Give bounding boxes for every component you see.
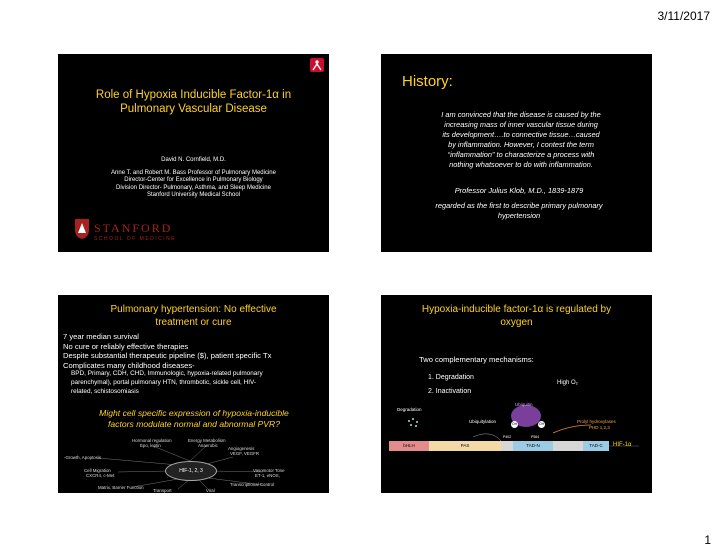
slide1-title-line1: Role of Hypoxia Inducible Factor-1α in — [95, 89, 292, 101]
domain-spacer — [553, 441, 583, 451]
slide4-title-line2: oxygen — [500, 317, 533, 328]
label-migration-sub: CXCR4, c-Met — [86, 473, 115, 478]
label-energy-sub: Anaerobic — [198, 443, 218, 448]
label-energy: Energy Metabolism — [188, 438, 226, 443]
degradation-label: Degradation — [397, 407, 422, 412]
quote-line: its development….to connective tissue…caused — [442, 130, 600, 139]
label-angiogenesis-sub: VEGF, VEGFR — [230, 451, 260, 456]
stanford-medicine-icon — [310, 58, 324, 72]
slide3-title-line1: Pulmonary hypertension: No effective — [110, 304, 277, 315]
mechanisms-heading: Two complementary mechanisms: — [419, 355, 534, 364]
hif-1a-label: HIF-1α — [613, 442, 632, 448]
domain-pas: PAS — [429, 441, 501, 451]
slide-history[interactable] — [381, 54, 652, 252]
slide4-title-line1: Hypoxia-inducible factor-1α is regulated by — [421, 304, 612, 315]
phd-label: PHD 1,2,3 — [589, 425, 610, 430]
hydroxyl-tag: OH — [538, 422, 545, 426]
hif-center-node: HIF-1, 2, 3 — [165, 461, 217, 481]
slide-title[interactable] — [58, 54, 329, 252]
sub-bullet: related, schistosomiasis — [71, 387, 139, 395]
stanford-wordmark: STANFORD — [94, 221, 173, 235]
mechanism-item: 1. Degradation — [428, 374, 474, 381]
note-line: hypertension — [497, 211, 541, 220]
label-vasomotor-sub: ET-1, eNOS, — [255, 473, 280, 478]
label-growth: -Growth, Apoptosis — [64, 455, 102, 460]
domain-tad-n: TAD-N — [513, 441, 553, 451]
affiliation: Stanford University Medical School — [146, 192, 241, 198]
attribution-note — [399, 201, 639, 221]
label-vasomotor: Vasomotor Tone — [253, 468, 285, 473]
quote-line: I am convinced that the disease is caused by the — [441, 110, 601, 119]
slide2-title: History: — [402, 73, 453, 90]
question-line2: factors modulate normal and abnormal PVR? — [108, 419, 280, 429]
quote-line: by inflammation. However, I contest the term — [448, 140, 594, 149]
stanford-shield-icon — [74, 218, 90, 240]
affiliation: Director-Center for Excellence in Pulmonary Biology — [124, 177, 263, 183]
page-date: 3/11/2017 — [657, 9, 710, 23]
affiliation: Anne T. and Robert M. Bass Professor of Pulmonary Medicine — [111, 169, 276, 176]
domain-spacer — [501, 441, 513, 451]
question-line1: Might cell specific expression of hypoxia-inducible — [99, 408, 289, 418]
prolyl-hydroxylases-label: Prolyl hydroxylases — [577, 419, 616, 424]
page-number: 1 — [704, 533, 711, 547]
mechanism-item: 2. Inactivation — [428, 388, 472, 395]
slide1-title — [58, 88, 329, 116]
label-hormonal: Hormonal regulation — [132, 438, 172, 443]
slide1-title-line2: Pulmonary Vascular Disease — [120, 103, 267, 115]
label-angiogenesis: Angiogenesis — [228, 446, 255, 451]
high-o2-label: High O₂ — [557, 380, 579, 386]
label-matrix: Matrix, Barrier Function — [98, 485, 144, 490]
quote-line: nothing whatsoever to do with inflammation. — [449, 160, 593, 169]
label-transport: Transport — [153, 488, 172, 493]
affiliation: Division Director- Pulmonary, Asthma, and Sleep Medicine — [116, 184, 271, 191]
quote-attribution: Professor Julius Klob, M.D., 1839-1879 — [454, 186, 584, 195]
ubiquitylation-label: Ubiquitylation — [469, 419, 497, 424]
quote-line: “inflammation” to characterize a process with — [447, 150, 595, 159]
domain-bhlh: bHLH — [389, 441, 429, 451]
label-viral: Viral — [206, 488, 215, 493]
label-transcriptional: Transcriptional Control — [230, 482, 275, 487]
p564-label: P564 — [531, 435, 540, 439]
sub-bullet: parenchymal), portal pulmonary HTN, thrombotic, sickle cell, HIV- — [71, 378, 257, 386]
slide-hif-regulation[interactable] — [381, 295, 652, 493]
author-name: David N. Cornfield, M.D. — [161, 157, 226, 163]
slide3-title-line2: treatment or cure — [155, 317, 232, 328]
ubiquitin-label: Ubiquitin — [515, 402, 533, 407]
klob-quote — [401, 110, 641, 170]
label-migration: Cell Migration — [84, 468, 111, 473]
domain-tad-c: TAD-C — [583, 441, 609, 451]
author-block — [58, 157, 329, 200]
hif-regulation-diagram — [381, 295, 652, 493]
bullet: Complicates many childhood diseases- — [63, 360, 195, 370]
bullet: No cure or reliably effective therapies — [63, 341, 189, 351]
sub-bullet: BPD, Primary, CDH, CHD, Immunologic, hypoxia-related pulmonary — [71, 370, 263, 378]
label-hormonal-sub: Epo, leptin — [140, 443, 161, 448]
hydroxyl-tag: OH — [511, 422, 518, 426]
note-line: regarded as the first to describe primary pulmonary — [435, 201, 603, 210]
bullet: 7 year median survival — [63, 332, 139, 341]
p402-label: P402 — [503, 435, 512, 439]
quote-line: increasing mass of inner vascular tissue during — [444, 120, 598, 129]
bullet: Despite substantial therapeutic pipeline ($), patient specific Tx — [63, 351, 272, 361]
school-of-medicine-wordmark: SCHOOL OF MEDICINE — [94, 236, 177, 242]
slide-pulmonary-hypertension[interactable] — [58, 295, 329, 493]
